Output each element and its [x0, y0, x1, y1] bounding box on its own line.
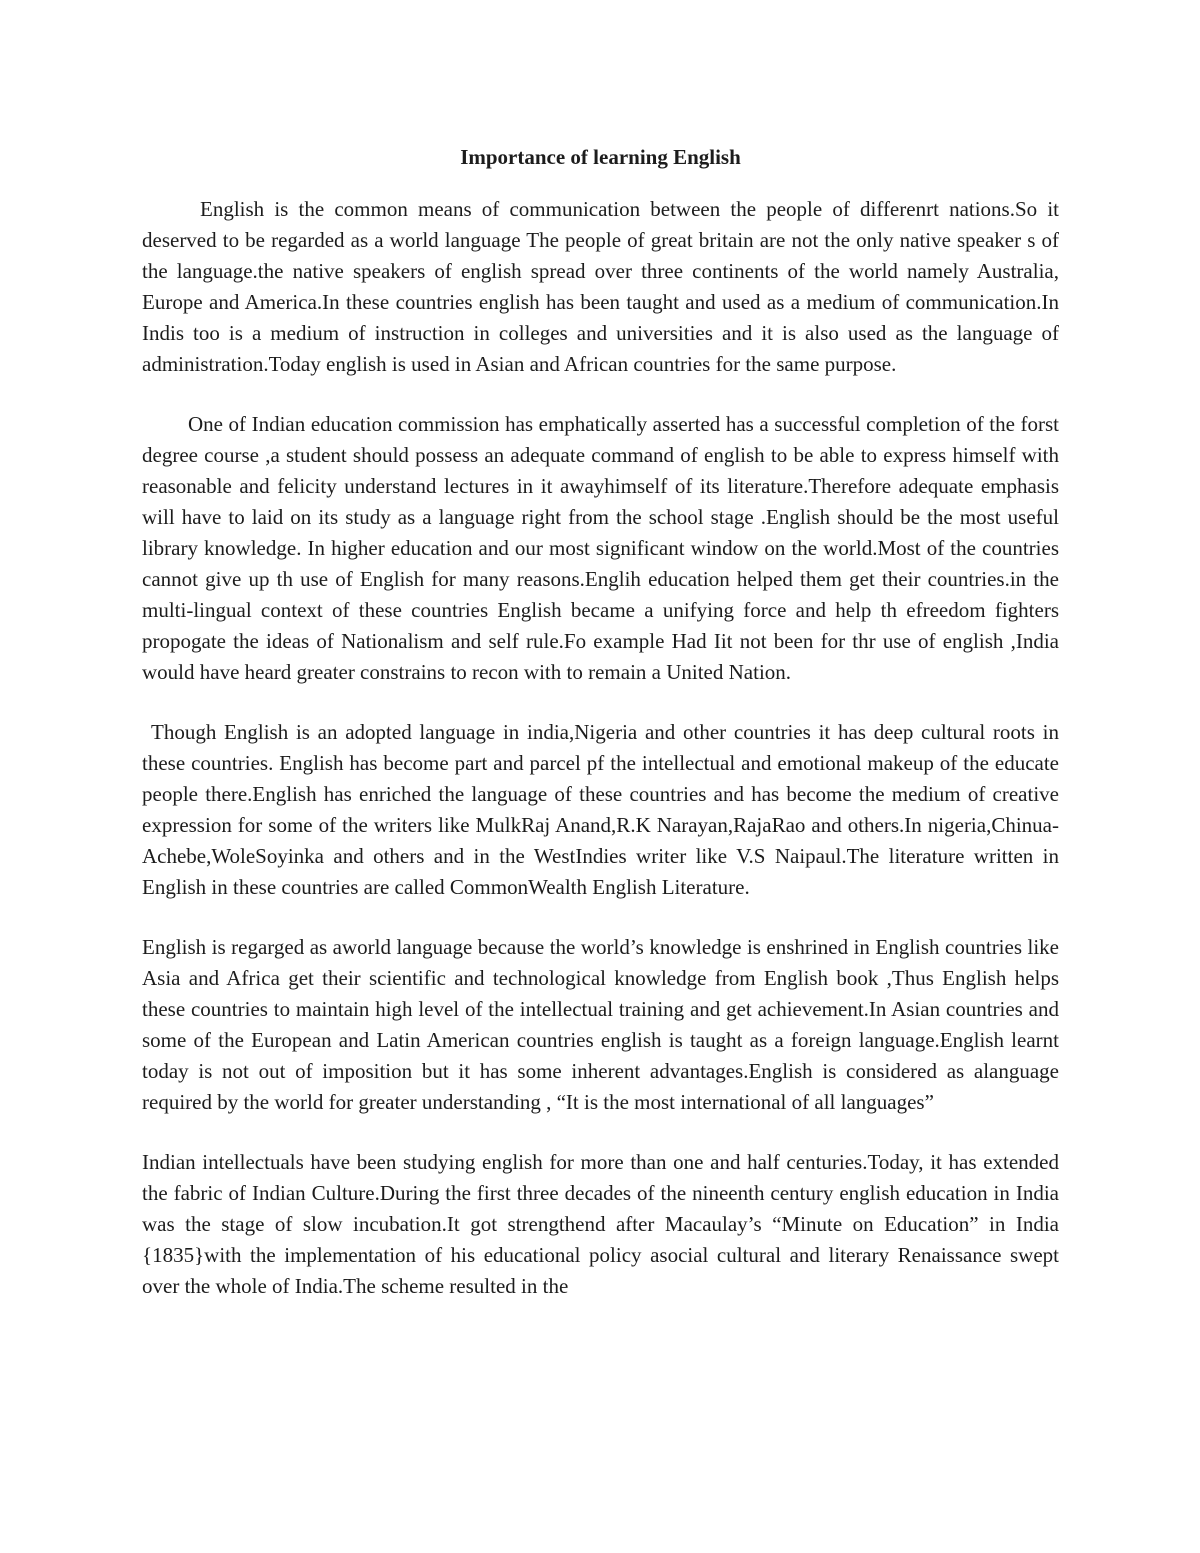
paragraph-1: English is the common means of communication between the people of differenrt nations.So it deserved to be regarded as a world language The people of great britain are not the only native speaker s of the language.the native speakers of english spread over three continents of the world namely Australia, Europe and America.In these countries english has been taught and used as a medium of communication.In Indis too is a medium of instruction in colleges and universities and it is also used as the language of administration.Today english is used in Asian and African countries for the same purpose. [142, 197, 1059, 376]
document-body [142, 143, 1059, 1302]
paragraph-3: Though English is an adopted language in india,Nigeria and other countries it has deep cultural roots in these countries. English has become part and parcel pf the intellectual and emotional makeup of the educate people there.English has enriched the language of these countries and has become the medium of creative expression for some of the writers like MulkRaj Anand,R.K Narayan,RajaRao and others.In nigeria,Chinua-Achebe,WoleSoyinka and others and in the WestIndies writer like V.S Naipaul.The literature written in English in these countries are called CommonWealth English Literature. [142, 720, 1059, 899]
paragraph-2: One of Indian education commission has emphatically asserted has a successful completion of the forst degree course ,a student should possess an adequate command of english to be able to express himself with reasonable and felicity understand lectures in it awayhimself of its literature.Therefore adequate emphasis will have to laid on its study as a language right from the school stage .English should be the most useful library knowledge. In higher education and our most significant window on the world.Most of the countries cannot give up th use of English for many reasons.Englih education helped them get their countries.in the multi-lingual context of these countries English became a unifying force and help th efreedom fighters propogate the ideas of Nationalism and self rule.Fo example Had Iit not been for thr use of english ,India would have heard greater constrains to recon with to remain a United Nation. [142, 412, 1059, 684]
document-title: Importance of learning English [460, 145, 741, 169]
paragraph-5: Indian intellectuals have been studying english for more than one and half centuries.Today, it has extended the fabric of Indian Culture.During the first three decades of the nineenth century english education in India was the stage of slow incubation.It got strengthend after Macaulay’s “Minute on Education” in India {1835}with the implementation of his educational policy asocial cultural and literary Renaissance swept over the whole of India.The scheme resulted in the [142, 1150, 1059, 1298]
paragraph-4: English is regarged as aworld language because the world’s knowledge is enshrined in English countries like Asia and Africa get their scientific and technological knowledge from English book ,Thus English helps these countries to maintain high level of the intellectual training and get achievement.In Asian countries and some of the European and Latin American countries english is taught as a foreign language.English learnt today is not out of imposition but it has some inherent advantages.English is considered as alanguage required by the world for greater understanding , “It is the most international of all languages” [142, 935, 1059, 1114]
